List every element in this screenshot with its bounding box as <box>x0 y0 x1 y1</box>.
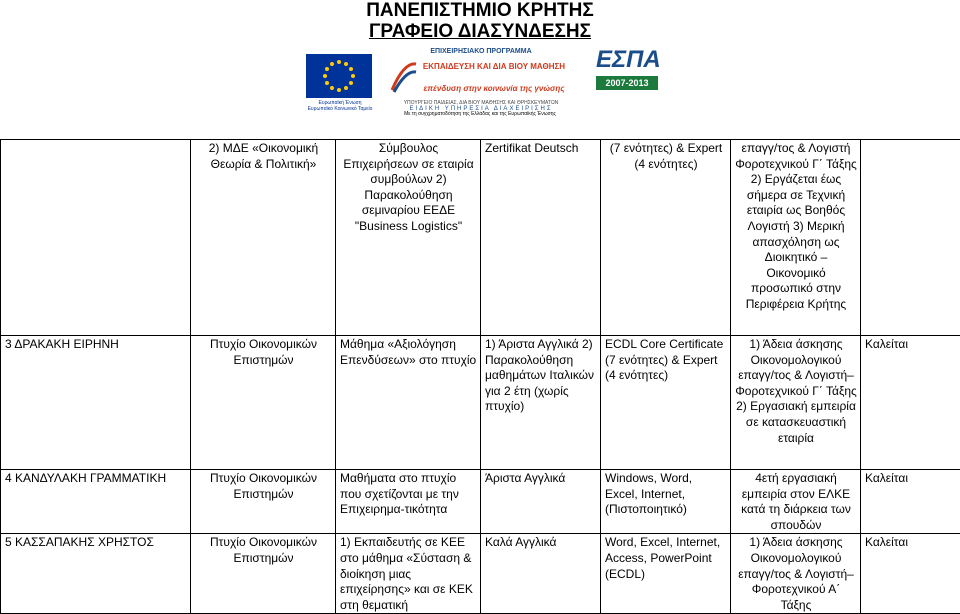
cell-languages: 1) Άριστα Αγγλικά 2) Παρακολούθηση μαθημάτων Ιταλικών για 2 έτη (χωρίς πτυχίο) <box>481 336 601 470</box>
cell-experience: 4ετή εργασιακή εμπειρία στον ΕΛΚΕ κατά τη διάρκεια των σπουδών <box>731 470 861 534</box>
program-line1: ΕΠΙΧΕΙΡΗΣΙΑΚΟ ΠΡΟΓΡΑΜΜΑ <box>386 48 576 55</box>
cell-name: 4 ΚΑΝΔΥΛΑΚΗ ΓΡΑΜΜΑΤΙΚΗ <box>1 470 191 534</box>
cell-computers: Windows, Word, Excel, Internet, (Πιστοποιητικό) <box>601 470 731 534</box>
table-row <box>1 140 960 336</box>
cell-languages: Zertifikat Deutsch <box>481 140 601 336</box>
cell-training: 1) Εκπαιδευτής σε ΚΕΕ στο μάθημα «Σύσταση & διοίκηση μιας επιχείρησης» και σε ΚΕΚ στη θεματική <box>336 534 481 614</box>
cell-status <box>861 140 960 336</box>
candidates-table <box>0 139 960 614</box>
table-row <box>1 534 960 614</box>
eu-caption: Ευρωπαϊκή Ένωση <box>300 100 380 106</box>
ministry-name: ΥΠΟΥΡΓΕΙΟ ΠΑΙΔΕΙΑΣ, ΔΙΑ ΒΙΟΥ ΜΑΘΗΣΗΣ ΚΑΙ ΘΡΗΣΚΕΥΜΑΤΩΝ <box>386 100 576 106</box>
program-line3: επένδυση στην κοινωνία της γνώσης <box>414 84 574 94</box>
table-row <box>1 336 960 470</box>
cell-degree: Πτυχίο Οικονομικών Επιστημών <box>191 336 336 470</box>
cell-status: Καλείται <box>861 534 960 614</box>
cell-degree: 2) ΜΔΕ «Οικονομική Θεωρία & Πολιτική» <box>191 140 336 336</box>
cell-name <box>1 140 191 336</box>
cell-degree: Πτυχίο Οικονομικών Επιστημών <box>191 470 336 534</box>
eu-sub-caption: Ευρωπαϊκό Κοινωνικό Ταμείο <box>300 106 380 112</box>
cell-computers: ECDL Core Certificate (7 ενότητες) & Expert (4 ενότητες) <box>601 336 731 470</box>
cell-name: 5 ΚΑΣΣΑΠΑΚΗΣ ΧΡΗΣΤΟΣ <box>1 534 191 614</box>
eu-flag-icon <box>306 54 372 98</box>
cell-computers: Word, Excel, Internet, Access, PowerPoint (ECDL) <box>601 534 731 614</box>
special-service: ΕΙΔΙΚΗ ΥΠΗΡΕΣΙΑ ΔΙΑΧΕΙΡΙΣΗΣ <box>386 106 576 112</box>
cell-name: 3 ΔΡΑΚΑΚΗ ΕΙΡΗΝΗ <box>1 336 191 470</box>
espa-years: 2007-2013 <box>596 76 658 90</box>
cell-experience: 1) Άδεια άσκησης Οικονομολογικού επαγγ/τος & Λογιστή– Φοροτεχνικού Α΄ Τάξης <box>731 534 861 614</box>
espa-logo <box>582 40 662 110</box>
cell-training: Σύμβουλος Επιχειρήσεων σε εταιρία συμβούλων 2) Παρακολούθηση σεμιναρίου ΕΕΔΕ "Business Logistics" <box>336 140 481 336</box>
office-title: ΓΡΑΦΕΙΟ ΔΙΑΣΥΝΔΕΣΗΣ <box>0 21 960 42</box>
program-line2: ΕΚΠΑΙΔΕΥΣΗ ΚΑΙ ΔΙΑ ΒΙΟΥ ΜΑΘΗΣΗ <box>414 62 574 72</box>
university-title: ΠΑΝΕΠΙΣΤΗΜΙΟ ΚΡΗΤΗΣ <box>0 0 960 21</box>
eu-logo <box>300 48 380 112</box>
table-row <box>1 470 960 534</box>
program-logo <box>386 40 576 120</box>
cell-degree: Πτυχίο Οικονομικών Επιστημών <box>191 534 336 614</box>
cell-training: Μαθήματα στο πτυχίο που σχετίζονται με την Επιχειρημα-τικότητα <box>336 470 481 534</box>
espa-text: ΕΣΠΑ <box>596 46 661 74</box>
cell-status: Καλείται <box>861 336 960 470</box>
cofunding-caption: Με τη συγχρηματοδότηση της Ελλάδας και της Ευρωπαϊκής Ένωσης <box>380 111 580 117</box>
cell-languages: Άριστα Αγγλικά <box>481 470 601 534</box>
cell-status: Καλείται <box>861 470 960 534</box>
cell-languages: Καλά Αγγλικά <box>481 534 601 614</box>
cell-computers: (7 ενότητες) & Expert (4 ενότητες) <box>601 140 731 336</box>
cell-experience: επαγγ/τος & Λογιστή Φοροτεχνικού Γ΄ Τάξης 2) Εργάζεται έως σήμερα σε Τεχνική εταιρία ως Βοηθός Λογιστή 3) Μερική απασχόληση ως Διοικητικό – Οικονομικό προσωπικό στην Περιφέρεια Κρήτης <box>731 140 861 336</box>
page-header <box>0 0 960 42</box>
cell-experience: 1) Άδεια άσκησης Οικονομολογικού επαγγ/τος & Λογιστή– Φοροτεχνικού Γ΄ Τάξης 2) Εργασιακή εμπειρία σε κατασκευαστική εταιρία <box>731 336 861 470</box>
cell-training: Μάθημα «Αξιολόγηση Επενδύσεων» στο πτυχίο <box>336 336 481 470</box>
